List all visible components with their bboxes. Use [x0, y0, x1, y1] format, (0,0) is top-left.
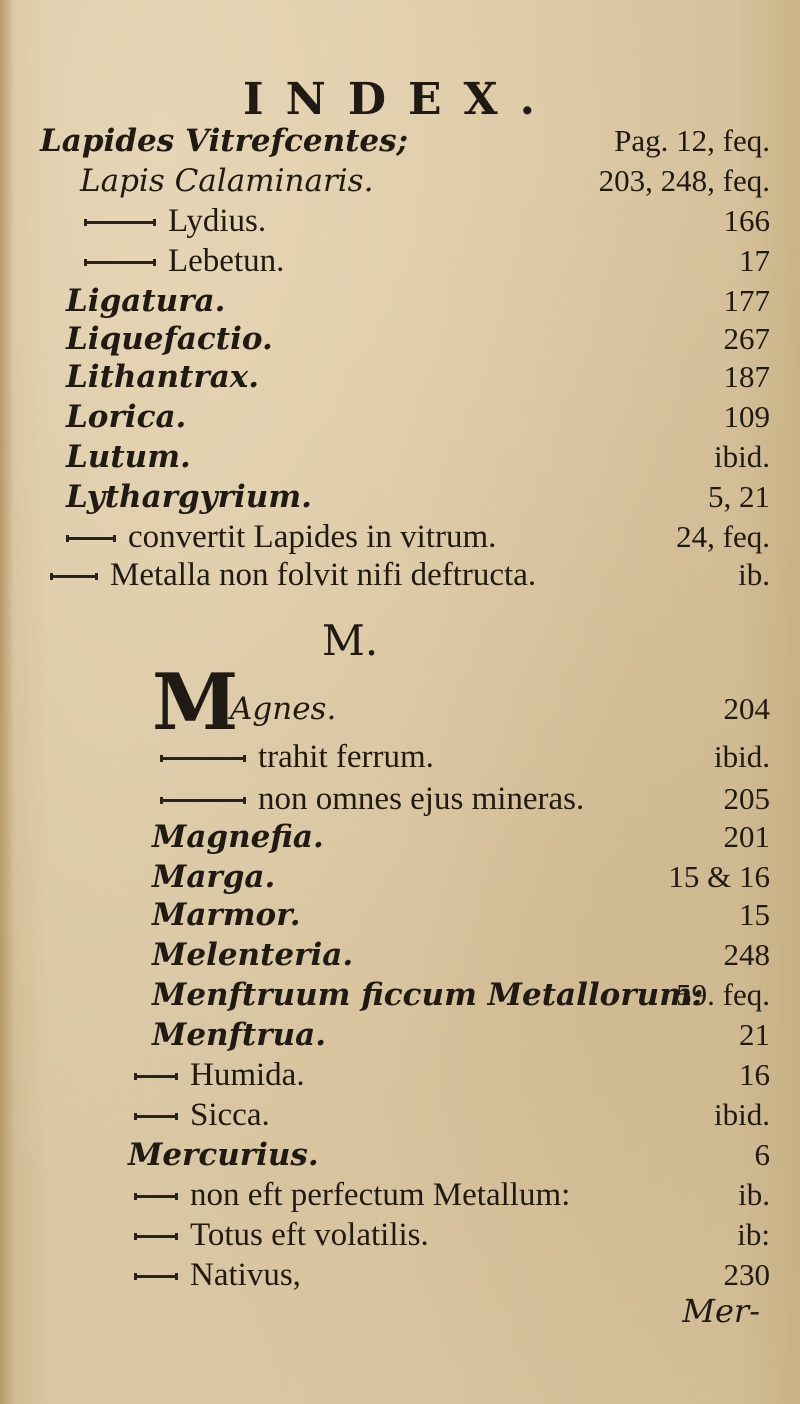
- index-entry: [0, 398, 800, 436]
- index-entry: [0, 1096, 800, 1134]
- ditto-dash: [160, 799, 246, 802]
- entry-page: 205: [723, 781, 770, 816]
- ditto-dash: [84, 221, 156, 224]
- entry-label: Lorica.: [66, 399, 187, 435]
- page-header: INDEX.: [243, 74, 557, 125]
- entry-label: non omnes ejus mineras.: [258, 781, 585, 817]
- ditto-dash: [134, 1195, 178, 1198]
- entry-page: 15 & 16: [668, 859, 770, 894]
- entry-label: trahit ferrum.: [258, 739, 434, 775]
- index-entry: [0, 858, 800, 896]
- index-entry: [0, 690, 800, 728]
- entry-page: 5, 21: [708, 479, 770, 514]
- index-entry: [0, 320, 800, 358]
- ditto-dash: [134, 1075, 178, 1078]
- ditto-dash: [66, 537, 116, 540]
- ditto-dash: [50, 575, 98, 578]
- entry-page: ibid.: [714, 739, 770, 774]
- ditto-dash: [160, 757, 246, 760]
- entry-page: 248: [723, 937, 770, 972]
- ditto-dash: [134, 1235, 178, 1238]
- index-entry: [0, 202, 800, 240]
- drop-cap: M: [152, 657, 239, 748]
- entry-label: Agnes.: [230, 691, 337, 727]
- catchword: Mer-: [682, 1292, 760, 1330]
- entry-label: Lutum.: [66, 439, 191, 475]
- index-entry: [0, 1176, 800, 1214]
- entry-label: Marga.: [152, 859, 276, 895]
- index-entry: [0, 1016, 800, 1054]
- entry-page: 59. feq.: [676, 977, 770, 1012]
- index-entry: [0, 976, 800, 1014]
- entry-label: Humida.: [190, 1057, 305, 1093]
- entry-page: ib:: [737, 1217, 770, 1252]
- entry-label: Lebetun.: [168, 243, 285, 279]
- entry-page: 166: [723, 203, 770, 238]
- entry-page: 187: [723, 359, 770, 394]
- entry-page: 6: [754, 1137, 770, 1172]
- entry-page: 17: [739, 243, 770, 278]
- entry-label: Melenteria.: [152, 937, 354, 973]
- index-entry: [0, 896, 800, 934]
- entry-page: ibid.: [714, 1097, 770, 1132]
- entry-page: 16: [739, 1057, 770, 1092]
- entry-label: Lapis Calaminaris.: [80, 163, 374, 199]
- entry-label: Magnefia.: [152, 819, 324, 855]
- entry-page: 21: [739, 1017, 770, 1052]
- index-entry: [0, 1216, 800, 1254]
- index-entry: [0, 162, 800, 200]
- entry-page: 230: [723, 1257, 770, 1292]
- index-entry: [0, 438, 800, 476]
- index-entry: [0, 358, 800, 396]
- index-entry: [0, 738, 800, 776]
- section-heading: M.: [321, 616, 379, 665]
- entry-page: 24, feq.: [676, 519, 770, 554]
- index-entry: [0, 936, 800, 974]
- entry-label: Totus eft volatilis.: [190, 1217, 429, 1253]
- entry-page: ib.: [738, 557, 770, 592]
- entry-label: Lapides Vitrefcentes;: [40, 123, 409, 159]
- index-entry: [0, 1056, 800, 1094]
- entry-label: Liquefactio.: [66, 321, 273, 357]
- index-entry: [0, 478, 800, 516]
- entry-label: Mercurius.: [128, 1137, 319, 1173]
- entry-label: Metalla non folvit nifi deftructa.: [110, 557, 537, 593]
- entry-page: 203, 248, feq.: [598, 163, 770, 198]
- entry-page: 177: [723, 283, 770, 318]
- ditto-dash: [134, 1115, 178, 1118]
- index-entry: [0, 282, 800, 320]
- entry-label: Marmor.: [152, 897, 301, 933]
- entry-label: convertit Lapides in vitrum.: [128, 519, 497, 555]
- ditto-dash: [134, 1275, 178, 1278]
- entry-page: 204: [723, 691, 770, 726]
- entry-page: ibid.: [714, 439, 770, 474]
- entry-label: Lydius.: [168, 203, 267, 239]
- ditto-dash: [84, 261, 156, 264]
- entry-label: Menftrua.: [152, 1017, 326, 1053]
- entry-page: 15: [739, 897, 770, 932]
- index-entry: [0, 780, 800, 818]
- entry-label: Ligatura.: [66, 283, 226, 319]
- entry-label: Lithantrax.: [66, 359, 260, 395]
- entry-page: 201: [723, 819, 770, 854]
- entry-label: Lythargyrium.: [66, 479, 312, 515]
- entry-label: Menftruum ficcum Metallorum:: [152, 977, 704, 1013]
- index-entry: [0, 242, 800, 280]
- entry-page: 109: [723, 399, 770, 434]
- entry-page: Pag. 12, feq.: [614, 123, 770, 158]
- index-entry: [0, 1136, 800, 1174]
- entry-label: Nativus,: [190, 1257, 301, 1293]
- index-entry: [0, 556, 800, 594]
- index-entry: [0, 818, 800, 856]
- index-entry: [0, 122, 800, 160]
- index-entry: [0, 1256, 800, 1294]
- entry-label: non eft perfectum Metallum:: [190, 1177, 571, 1213]
- entry-page: ib.: [738, 1177, 770, 1212]
- entry-label: Sicca.: [190, 1097, 270, 1133]
- index-entry: [0, 518, 800, 556]
- entry-page: 267: [723, 321, 770, 356]
